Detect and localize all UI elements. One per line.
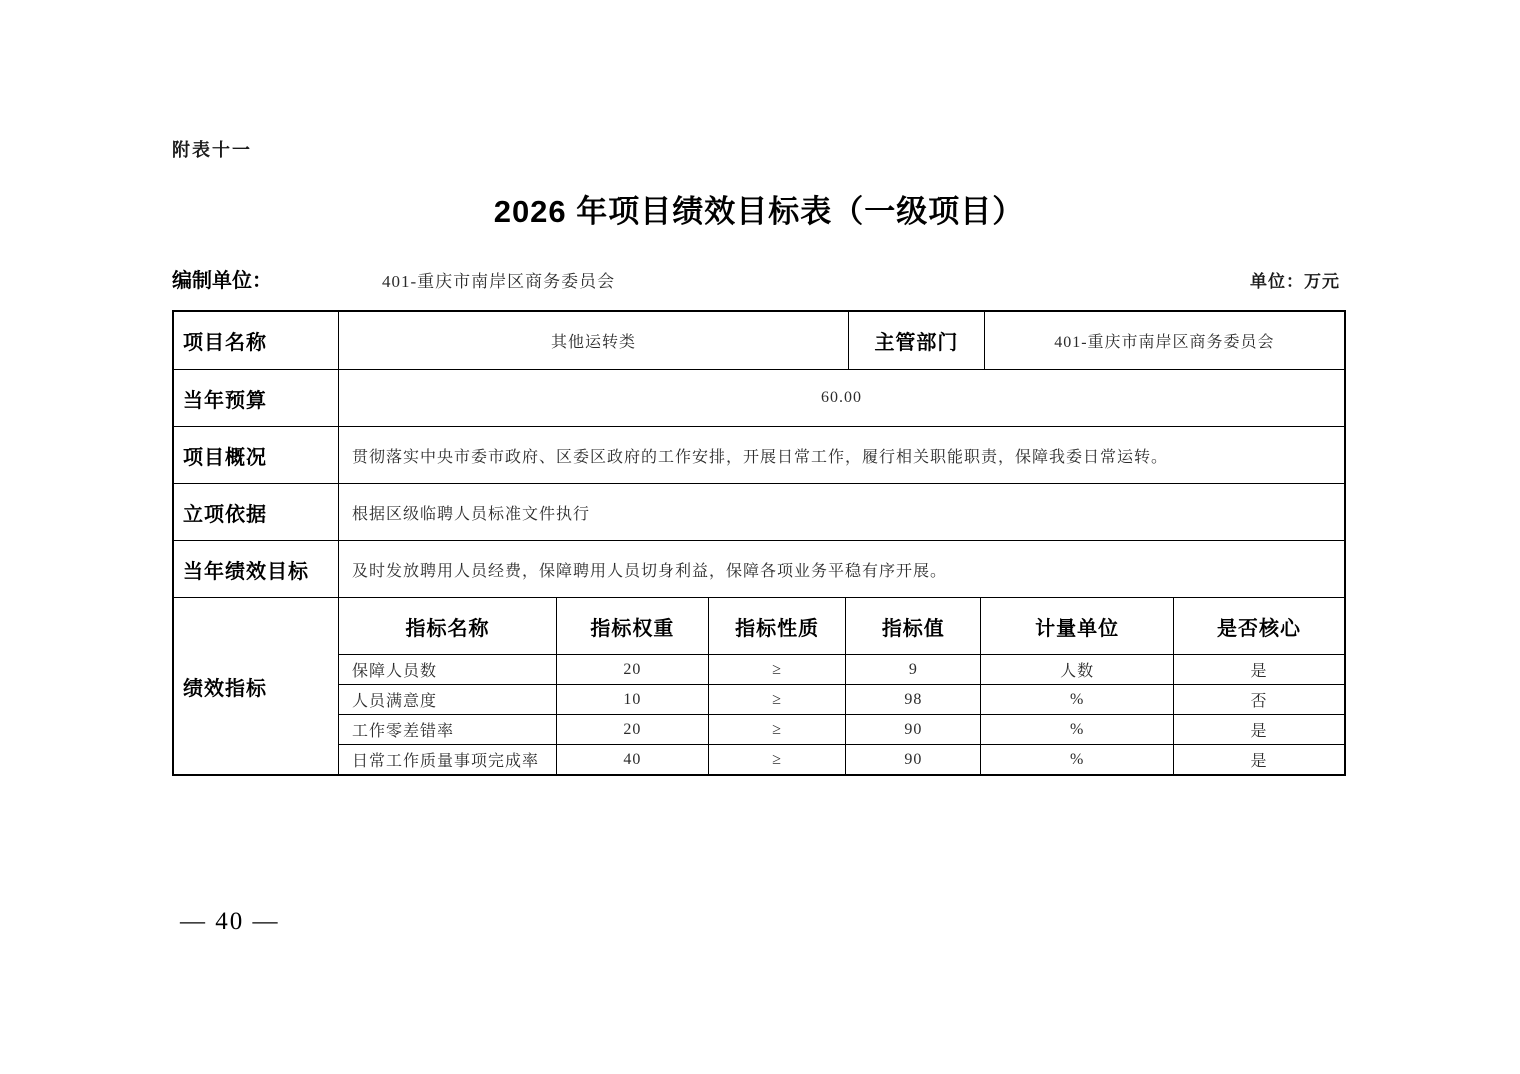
indicator-unit: % [981, 685, 1174, 714]
project-name-value: 其他运转类 [339, 312, 849, 369]
indicator-unit: % [981, 745, 1174, 774]
indicator-weight: 20 [557, 715, 709, 744]
indicator-name: 日常工作质量事项完成率 [339, 745, 557, 774]
department-label: 主管部门 [849, 312, 985, 369]
indicator-core: 是 [1250, 723, 1268, 740]
indicator-row [339, 684, 1344, 714]
prepared-by-label: 编制单位： [172, 270, 272, 292]
indicator-nature: ≥ [709, 715, 847, 744]
indicator-value: 9 [846, 655, 981, 684]
department-value: 401-重庆市南岸区商务委员会 [1054, 334, 1275, 351]
indicator-row [339, 654, 1344, 684]
unit-label: 单位：万元 [1250, 272, 1340, 291]
indicator-core: 否 [1250, 693, 1268, 710]
indicator-name: 保障人员数 [339, 655, 557, 684]
document-content [172, 0, 1346, 776]
indicator-nature: ≥ [709, 685, 847, 714]
table-row-basis [174, 483, 1344, 540]
appendix-label: 附表十一 [172, 140, 252, 160]
indicator-nature: ≥ [709, 655, 847, 684]
indicator-value: 90 [846, 745, 981, 774]
indicator-name: 工作零差错率 [339, 715, 557, 744]
goal-value: 及时发放聘用人员经费，保障聘用人员切身利益，保障各项业务平稳有序开展。 [351, 562, 947, 580]
indicator-weight: 40 [557, 745, 709, 774]
performance-target-table [172, 310, 1346, 776]
basis-label: 立项依据 [174, 484, 339, 540]
indicator-row [339, 744, 1344, 774]
indicator-weight: 20 [557, 655, 709, 684]
indicator-header-core: 是否核心 [1217, 617, 1302, 640]
indicator-header-value: 指标值 [846, 598, 981, 654]
indicator-header-nature: 指标性质 [709, 598, 847, 654]
meta-row [172, 264, 1346, 293]
indicator-unit: % [981, 715, 1174, 744]
indicator-header-unit: 计量单位 [981, 598, 1174, 654]
indicator-name: 人员满意度 [339, 685, 557, 714]
indicator-header-weight: 指标权重 [557, 598, 709, 654]
indicator-header-row [339, 598, 1344, 654]
page-title: 2026 年项目绩效目标表（一级项目） [493, 194, 1025, 229]
table-row-overview [174, 426, 1344, 483]
indicator-value: 98 [846, 685, 981, 714]
indicator-core: 是 [1250, 753, 1268, 770]
table-row-goal [174, 540, 1344, 597]
indicators-subtable [339, 598, 1344, 774]
prepared-by-value: 401-重庆市南岸区商务委员会 [382, 272, 616, 291]
overview-value: 贯彻落实中央市委市政府、区委区政府的工作安排，开展日常工作，履行相关职能职责，保障我委日常运转。 [351, 448, 1168, 466]
table-row-project-name [174, 312, 1344, 369]
indicator-unit: 人数 [981, 655, 1174, 684]
indicator-row [339, 714, 1344, 744]
table-row-budget [174, 369, 1344, 426]
budget-label: 当年预算 [174, 370, 339, 426]
table-row-indicators [174, 597, 1344, 774]
indicator-header-name: 指标名称 [339, 598, 557, 654]
project-name-label: 项目名称 [174, 312, 339, 369]
goal-label: 当年绩效目标 [174, 541, 339, 597]
indicators-label: 绩效指标 [174, 598, 339, 774]
basis-value: 根据区级临聘人员标准文件执行 [351, 505, 590, 523]
indicator-value: 90 [846, 715, 981, 744]
overview-label: 项目概况 [174, 427, 339, 483]
indicator-weight: 10 [557, 685, 709, 714]
indicator-core: 是 [1250, 663, 1268, 680]
budget-value: 60.00 [820, 389, 862, 406]
indicator-nature: ≥ [709, 745, 847, 774]
page-number: — 40 — [180, 908, 280, 935]
